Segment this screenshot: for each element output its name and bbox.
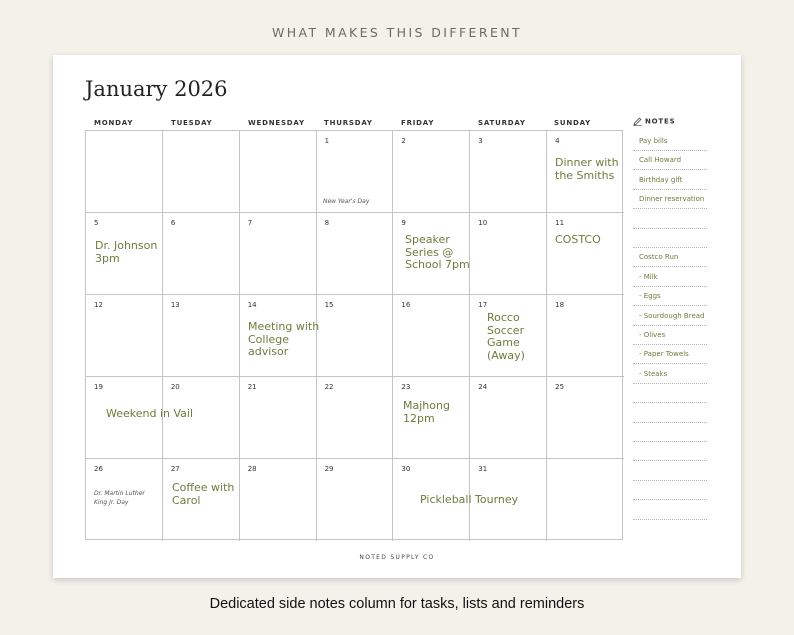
calendar-day-cell[interactable]	[163, 131, 240, 213]
day-header-sunday: SUNDAY	[554, 119, 592, 127]
notes-line[interactable]	[633, 383, 707, 384]
calendar-day-cell[interactable]	[317, 213, 394, 295]
day-number: 28	[247, 465, 257, 473]
note-item: - Sourdough Bread	[639, 311, 705, 320]
notes-line[interactable]	[633, 344, 707, 345]
day-number: 10	[478, 219, 488, 227]
day-number: 1	[324, 137, 330, 145]
top-heading: WHAT MAKES THIS DIFFERENT	[271, 25, 523, 40]
notes-line[interactable]	[633, 208, 707, 209]
event-speaker-series[interactable]: Speaker Series @ School 7pm	[405, 233, 470, 271]
day-number: 21	[247, 383, 257, 391]
calendar-day-cell[interactable]	[547, 459, 624, 541]
note-item: Birthday gift	[639, 175, 683, 184]
notes-line[interactable]	[633, 363, 707, 364]
day-number: 20	[170, 383, 180, 391]
day-header-thursday: THURSDAY	[324, 119, 373, 127]
notes-line[interactable]	[633, 150, 707, 151]
calendar-day-cell[interactable]	[547, 377, 624, 459]
event-pickleball[interactable]: Pickleball Tourney	[420, 493, 519, 506]
calendar-day-cell[interactable]	[393, 131, 470, 213]
day-number: 9	[401, 219, 406, 227]
calendar-day-cell[interactable]	[240, 377, 317, 459]
day-number: 11	[555, 219, 565, 227]
notes-line[interactable]	[633, 247, 707, 248]
notes-line[interactable]	[633, 266, 707, 267]
pencil-icon	[633, 117, 642, 126]
notes-line[interactable]	[633, 499, 707, 500]
brand-footer: NOTED SUPPLY CO	[359, 554, 435, 561]
calendar-day-cell[interactable]	[547, 295, 624, 377]
day-number: 16	[401, 301, 411, 309]
calendar-day-cell[interactable]	[163, 295, 240, 377]
notes-line[interactable]	[633, 422, 707, 423]
calendar-day-cell[interactable]	[470, 377, 547, 459]
day-number: 29	[324, 465, 334, 473]
note-item: - Eggs	[639, 292, 661, 301]
day-number: 13	[170, 301, 180, 309]
event-costco[interactable]: COSTCO	[555, 233, 601, 246]
day-number: 14	[247, 301, 257, 309]
event-rocco-soccer[interactable]: Rocco Soccer Game (Away)	[487, 311, 525, 362]
month-title: January 2026	[85, 77, 228, 101]
notes-line[interactable]	[633, 325, 707, 326]
day-number: 19	[94, 383, 103, 391]
note-item: Call Howard	[639, 156, 682, 165]
calendar-day-cell[interactable]	[470, 213, 547, 295]
notes-line[interactable]	[633, 228, 707, 229]
day-number: 27	[170, 465, 180, 473]
day-number: 4	[555, 137, 560, 145]
day-number: 18	[555, 301, 565, 309]
day-header-friday: FRIDAY	[401, 119, 435, 127]
day-number: 12	[94, 301, 103, 309]
event-dinner-smiths[interactable]: Dinner with the Smiths	[555, 156, 619, 182]
note-item: Costco Run	[639, 253, 679, 262]
calendar-day-cell[interactable]	[470, 131, 547, 213]
day-number: 7	[247, 219, 253, 227]
calendar-day-cell[interactable]	[86, 295, 163, 377]
event-weekend-vail[interactable]: Weekend in Vail	[106, 407, 194, 420]
event-dr-johnson[interactable]: Dr. Johnson 3pm	[95, 239, 158, 265]
day-number: 30	[401, 465, 411, 473]
day-number: 31	[478, 465, 488, 473]
day-number: 17	[478, 301, 488, 309]
calendar-day-cell[interactable]	[393, 295, 470, 377]
notes-line[interactable]	[633, 519, 707, 520]
holiday-mlk-line2: King Jr. Day	[94, 499, 129, 506]
note-item: - Steaks	[639, 369, 668, 378]
calendar-grid	[85, 130, 623, 540]
notes-line[interactable]	[633, 305, 707, 306]
note-item: - Milk	[639, 272, 658, 281]
day-number: 23	[401, 383, 411, 391]
calendar-day-cell[interactable]	[240, 213, 317, 295]
event-coffee-carol[interactable]: Coffee with Carol	[172, 481, 235, 507]
event-majhong[interactable]: Majhong 12pm	[403, 399, 450, 425]
calendar-day-cell[interactable]	[240, 459, 317, 541]
day-number: 5	[94, 219, 99, 227]
day-number: 2	[401, 137, 406, 145]
calendar-day-cell[interactable]	[240, 131, 317, 213]
notes-label: NOTES	[645, 117, 676, 126]
day-number: 8	[324, 219, 330, 227]
holiday-mlk-line1: Dr. Martin Luther	[94, 490, 145, 497]
note-item: Pay bills	[639, 137, 668, 145]
notes-line[interactable]	[633, 460, 707, 461]
day-number: 6	[170, 219, 176, 227]
calendar-day-cell[interactable]	[86, 131, 163, 213]
calendar-day-cell[interactable]	[317, 295, 394, 377]
notes-line[interactable]	[633, 189, 707, 190]
note-item: - Paper Towels	[639, 350, 689, 359]
caption: Dedicated side notes column for tasks, lists and reminders	[209, 596, 585, 612]
day-header-monday: MONDAY	[94, 119, 134, 127]
calendar-day-cell[interactable]	[163, 213, 240, 295]
notes-line[interactable]	[633, 286, 707, 287]
calendar-page	[53, 55, 741, 578]
notes-line[interactable]	[633, 402, 707, 403]
day-header-tuesday: TUESDAY	[171, 119, 213, 127]
day-header-saturday: SATURDAY	[478, 119, 526, 127]
holiday-new-years-day: New Year's Day	[323, 198, 370, 205]
day-number: 25	[555, 383, 565, 391]
day-header-wednesday: WEDNESDAY	[248, 119, 305, 127]
notes-line[interactable]	[633, 441, 707, 442]
calendar-day-cell[interactable]	[317, 459, 394, 541]
note-item: Dinner reservation	[639, 195, 705, 204]
day-number: 26	[94, 465, 103, 473]
note-item: - Olives	[639, 331, 666, 339]
calendar-day-cell[interactable]	[317, 377, 394, 459]
day-number: 3	[478, 137, 483, 145]
calendar-day-cell[interactable]	[547, 213, 624, 295]
event-meeting-college[interactable]: Meeting with College advisor	[248, 320, 320, 358]
notes-line[interactable]	[633, 169, 707, 170]
notes-header	[633, 117, 675, 126]
notes-line[interactable]	[633, 480, 707, 481]
day-number: 15	[324, 301, 334, 309]
day-number: 24	[478, 383, 488, 391]
day-number: 22	[324, 383, 334, 391]
